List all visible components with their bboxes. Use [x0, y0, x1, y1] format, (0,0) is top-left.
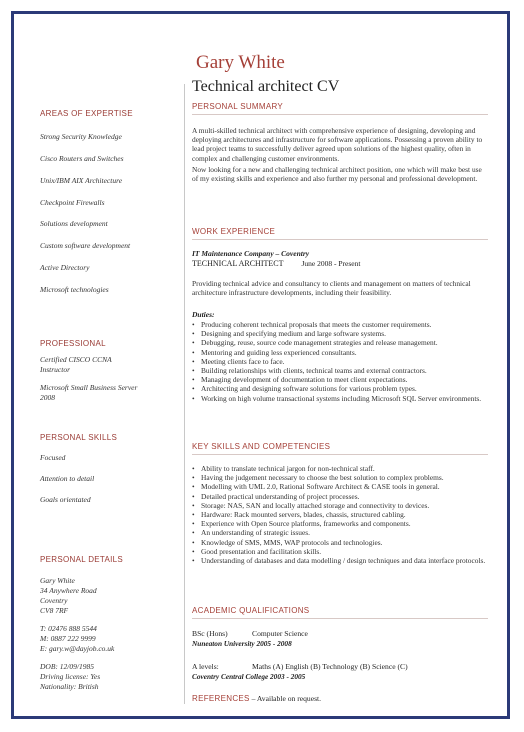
column-divider — [184, 84, 185, 704]
expertise-item: Unix/IBM AIX Architecture — [40, 176, 123, 185]
list-item: • Mentoring and guiding less experienced consultants. — [192, 348, 488, 357]
detail-address1: 34 Anywhere Road — [40, 586, 97, 595]
job-title: TECHNICAL ARCHITECT — [192, 259, 284, 268]
summary-heading: PERSONAL SUMMARY — [192, 102, 284, 111]
expertise-item: Solutions development — [40, 219, 108, 228]
institution: Nuneaton University 2005 - 2008 — [192, 639, 292, 648]
list-item: • Ability to translate technical jargon for non-technical staff. — [192, 464, 488, 473]
qualification-level: BSc (Hons) — [192, 629, 228, 638]
qualification-row — [192, 629, 308, 638]
detail-phone: T: 02476 888 5544 — [40, 624, 97, 633]
personal-skills-heading: PERSONAL SKILLS — [40, 433, 118, 442]
list-item: • Experience with Open Source platforms, frameworks and components. — [192, 519, 488, 528]
list-item: • Architecting and designing software solutions for various problem types. — [192, 384, 488, 393]
list-item: • Designing and specifying medium and large software systems. — [192, 329, 488, 338]
list-item: • Storage: NAS, SAN and locally attached storage and connectivity to devices. — [192, 501, 488, 510]
list-item: • Managing development of documentation to meet client expectations. — [192, 375, 488, 384]
list-item: • Knowledge of SMS, MMS, WAP protocols and technologies. — [192, 538, 488, 547]
list-item: • Hardware: Rack mounted servers, blades, chassis, structured cabling. — [192, 510, 488, 519]
personal-details-heading: PERSONAL DETAILS — [40, 555, 124, 564]
expertise-item: Microsoft technologies — [40, 285, 109, 294]
detail-dob: DOB: 12/09/1985 — [40, 662, 94, 671]
references-row — [192, 694, 321, 703]
skills-heading: KEY SKILLS AND COMPETENCIES — [192, 442, 331, 451]
detail-nationality: Nationality: British — [40, 682, 99, 691]
expertise-item: Checkpoint Firewalls — [40, 198, 105, 207]
detail-address2: Coventry — [40, 596, 68, 605]
skill-item: Attention to detail — [40, 474, 95, 483]
list-item: • Producing coherent technical proposals that meets the customer requirements. — [192, 320, 488, 329]
expertise-item: Cisco Routers and Switches — [40, 154, 124, 163]
qualification-level: A levels: — [192, 662, 219, 671]
qualification-row — [192, 662, 408, 671]
duties-list — [192, 320, 488, 403]
academic-heading: ACADEMIC QUALIFICATIONS — [192, 606, 310, 615]
expertise-heading: AREAS OF EXPERTISE — [40, 109, 133, 118]
list-item: • Detailed practical understanding of project processes. — [192, 492, 488, 501]
candidate-name: Gary White — [196, 52, 285, 73]
list-item: • Meeting clients face to face. — [192, 357, 488, 366]
detail-postcode: CV8 7RF — [40, 606, 69, 615]
duties-label: Duties: — [192, 310, 215, 319]
summary-paragraph: Now looking for a new and challenging technical architect position, one which will make best use of my existing skills and experience and also further my personal and professional development. — [192, 164, 482, 184]
skill-item: Focused — [40, 453, 66, 462]
institution: Coventry Central College 2003 - 2005 — [192, 672, 306, 681]
qualification-subject: Maths (A) English (B) Technology (B) Science (C) — [252, 662, 408, 671]
section-rule — [192, 618, 488, 619]
list-item: • Working on high volume transactional systems including Microsoft SQL Server environments. — [192, 394, 488, 403]
job-dates: June 2008 - Present — [301, 259, 361, 268]
cv-title: Technical architect CV — [192, 78, 340, 95]
professional-heading: PROFESSIONAL — [40, 339, 106, 348]
job-role — [192, 259, 360, 268]
summary-text — [192, 126, 488, 183]
list-item: • Debugging, reuse, source code management strategies and release management. — [192, 338, 488, 347]
detail-mobile: M: 0887 222 9999 — [40, 634, 96, 643]
summary-paragraph: A multi-skilled technical architect with comprehensive experience of designing, developing and deploying architectures and infrastructure for software applications. Possessing a proven ability to lead project teams to successfully deliver agreed upon solutions of the highest quality, often in complex and challenging customer environments. — [192, 126, 483, 163]
section-rule — [192, 114, 488, 115]
references-heading: REFERENCES — [192, 694, 250, 703]
references-text: – Available on request. — [251, 694, 322, 703]
expertise-item: Custom software development — [40, 241, 131, 250]
list-item: • Modelling with UML 2.0, Rational Software Architect & CASE tools in general. — [192, 482, 488, 491]
expertise-item: Active Directory — [40, 263, 90, 272]
skill-item: Goals orientated — [40, 495, 91, 504]
qualification-subject: Computer Science — [252, 629, 308, 638]
cv-page — [11, 11, 510, 719]
professional-item: Microsoft Small Business Server 2008 — [40, 383, 138, 402]
company-name: IT Maintenance Company – Coventry — [192, 249, 310, 258]
section-rule — [192, 454, 488, 455]
expertise-item: Strong Security Knowledge — [40, 132, 122, 141]
job-description: Providing technical advice and consultancy to clients and management on matters of technical architecture infrastructure developments, including their feasibility. — [192, 279, 471, 298]
section-rule — [192, 239, 488, 240]
list-item: • Building relationships with clients, technical teams and external contractors. — [192, 366, 488, 375]
skills-list — [192, 464, 488, 565]
detail-name: Gary White — [40, 576, 75, 585]
work-heading: WORK EXPERIENCE — [192, 227, 276, 236]
list-item: • Understanding of databases and data modelling / design techniques and data interface protocols. — [192, 556, 488, 565]
list-item: • Good presentation and facilitation skills. — [192, 547, 488, 556]
list-item: • Having the judgement necessary to choose the best solution to complex problems. — [192, 473, 488, 482]
professional-item: Certified CISCO CCNA Instructor — [40, 355, 112, 374]
list-item: • An understanding of strategic issues. — [192, 528, 488, 537]
detail-license: Driving license: Yes — [40, 672, 101, 681]
detail-email[interactable]: E: gary.w@dayjob.co.uk — [40, 644, 115, 653]
